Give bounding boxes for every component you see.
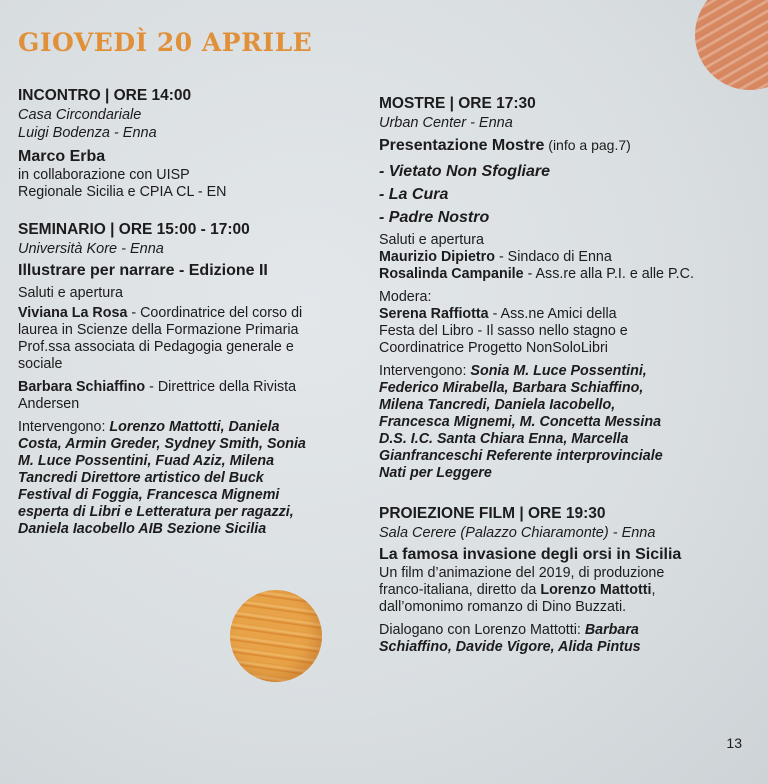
seminario-speaker-1-line2: laurea in Scienze della Formazione Primaria — [18, 322, 299, 338]
film-title: La famosa invasione degli orsi in Sicilia — [379, 546, 682, 563]
incontro-desc-line2: Regionale Sicilia e CPIA CL - EN — [18, 184, 227, 200]
seminario-interventi-line7: Daniela Iacobello AIB Sezione Sicilia — [18, 521, 267, 537]
mostre-heading: MOSTRE | ORE 17:30 — [379, 95, 536, 112]
exhibit-2: - La Cura — [379, 186, 449, 203]
seminario-speaker-2-line2: Andersen — [18, 396, 80, 412]
seminario-speaker-1-line3: Prof.ssa associata di Pedagogia generale e — [18, 339, 294, 355]
left-column — [18, 86, 353, 538]
mostre-venue: Urban Center - Enna — [379, 115, 513, 131]
mostre-interventi-line5: D.S. I.C. Santa Chiara Enna, Marcella — [379, 431, 629, 447]
mostre-interventi-line4: Francesca Mignemi, M. Concetta Messina — [379, 414, 662, 430]
mostre-interventi: Intervengono: Sonia M. Luce Possentini, — [379, 363, 647, 379]
mostre-modera-label: Modera: — [379, 289, 432, 305]
exhibit-3: - Padre Nostro — [379, 209, 490, 226]
seminario-speaker-1: Viviana La Rosa - Coordinatrice del corso di — [18, 305, 303, 321]
incontro-heading: INCONTRO | ORE 14:00 — [18, 87, 192, 104]
seminario-venue: Università Kore - Enna — [18, 241, 164, 257]
mostre-interventi-line7: Nati per Leggere — [379, 465, 492, 481]
seminario-interventi-line5: Festival di Foggia, Francesca Mignemi — [18, 487, 280, 503]
decorative-corner-circle — [695, 0, 768, 90]
film-venue: Sala Cerere (Palazzo Chiaramonte) - Enna — [379, 525, 656, 541]
seminario-interventi: Intervengono: Lorenzo Mattotti, Daniela — [18, 419, 280, 435]
film-heading: PROIEZIONE FILM | ORE 19:30 — [379, 505, 606, 522]
page-title: GIOVEDÌ 20 APRILE — [18, 28, 313, 57]
mostre-moderatore-line3: Coordinatrice Progetto NonSoloLibri — [379, 340, 608, 356]
film-dialogano: Dialogano con Lorenzo Mattotti: Barbara — [379, 622, 639, 638]
seminario-interventi-line2: Costa, Armin Greder, Sydney Smith, Sonia — [18, 436, 306, 452]
seminario-speaker-2: Barbara Schiaffino - Direttrice della Rivista — [18, 379, 297, 395]
incontro-speaker: Marco Erba — [18, 148, 106, 165]
seminario-saluti-label: Saluti e apertura — [18, 285, 123, 301]
seminario-heading: SEMINARIO | ORE 15:00 - 17:00 — [18, 221, 250, 238]
incontro-venue-line2: Luigi Bodenza - Enna — [18, 125, 157, 141]
mostre-saluti-1: Maurizio Dipietro - Sindaco di Enna — [379, 249, 612, 265]
mostre-title: Presentazione Mostre (info a pag.7) — [379, 137, 631, 154]
exhibit-1: - Vietato Non Sfogliare — [379, 163, 550, 180]
right-column — [379, 94, 729, 656]
seminario-interventi-line3: M. Luce Possentini, Fuad Aziz, Milena — [18, 453, 275, 469]
mostre-interventi-line3: Milena Tancredi, Daniela Iacobello, — [379, 397, 616, 413]
mostre-saluti-2: Rosalinda Campanile - Ass.re alla P.I. e alle P.C. — [379, 266, 694, 282]
mostre-interventi-line6: Gianfranceschi Referente interprovinciale — [379, 448, 663, 464]
film-desc-line1: Un film d’animazione del 2019, di produzione — [379, 565, 665, 581]
seminario-interventi-line4: Tancredi Direttore artistico del Buck — [18, 470, 264, 486]
page-number: 13 — [726, 735, 742, 751]
seminario-speaker-1-line4: sociale — [18, 356, 63, 372]
seminario-interventi-line6: esperta di Libri e Letteratura per ragazzi, — [18, 504, 294, 520]
incontro-venue-line1: Casa Circondariale — [18, 107, 142, 123]
incontro-desc-line1: in collaborazione con UISP — [18, 167, 190, 183]
mostre-interventi-line2: Federico Mirabella, Barbara Schiaffino, — [379, 380, 644, 396]
film-dialogano-line2: Schiaffino, Davide Vigore, Alida Pintus — [379, 639, 641, 655]
decorative-sun-illustration — [230, 590, 322, 682]
film-desc-line2: franco-italiana, diretto da Lorenzo Mattotti, — [379, 582, 656, 598]
seminario-title: Illustrare per narrare - Edizione II — [18, 262, 268, 279]
mostre-moderatore-line2: Festa del Libro - Il sasso nello stagno e — [379, 323, 628, 339]
mostre-saluti-label: Saluti e apertura — [379, 232, 484, 248]
film-desc-line3: dall’omonimo romanzo di Dino Buzzati. — [379, 599, 627, 615]
mostre-moderatore: Serena Raffiotta - Ass.ne Amici della — [379, 306, 617, 322]
